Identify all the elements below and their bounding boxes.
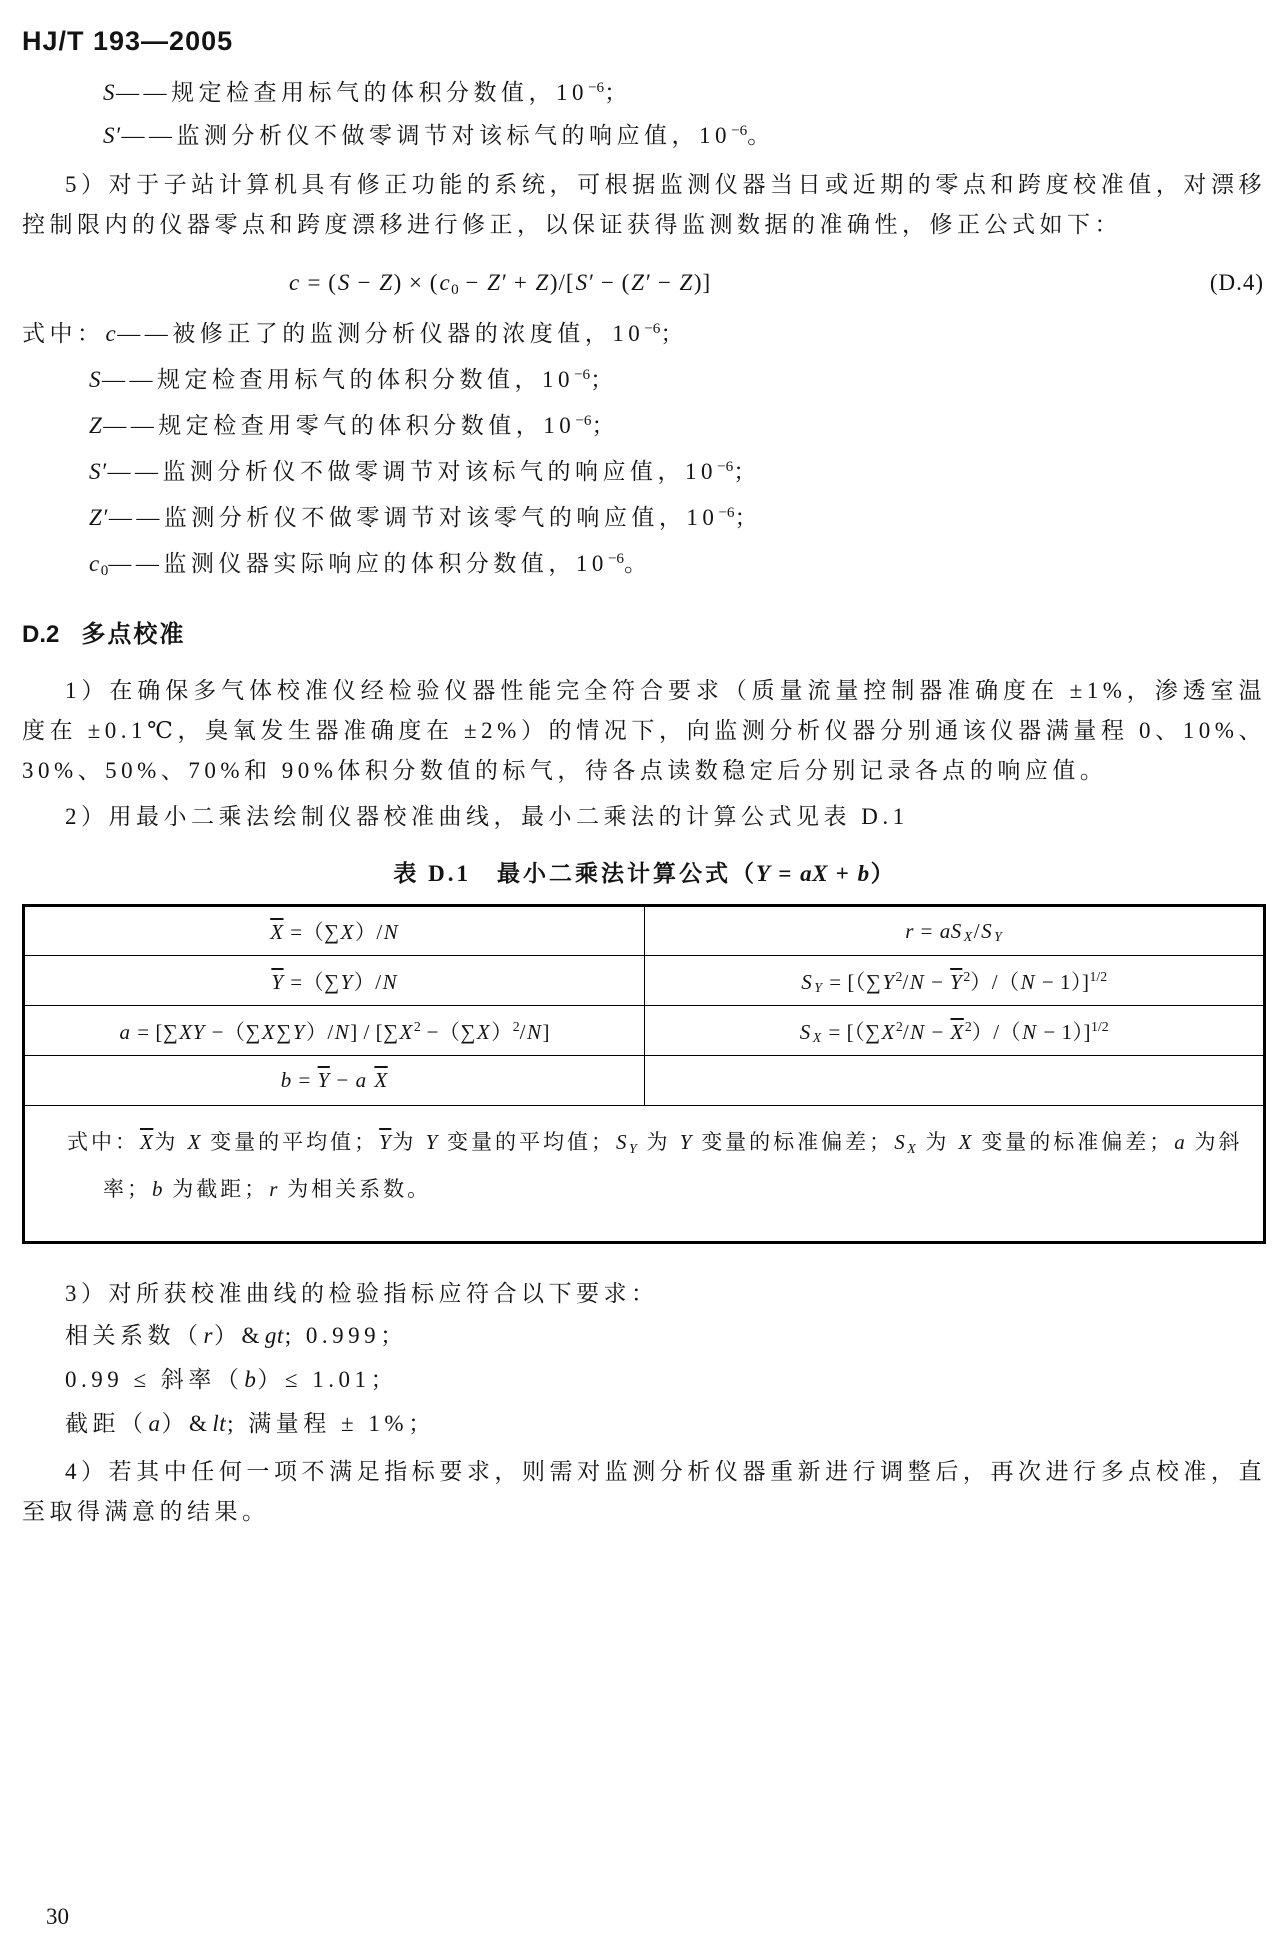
formula-d4-expression: $c = (S - Z) \times (c_0 - Z' + Z)/[S' - (Z' - Z)]$: [289, 270, 712, 299]
standard-code: HJ/T 193—2005: [22, 26, 234, 56]
table-title-prefix: 表 D.1 最小二乘法计算公式: [393, 861, 731, 886]
legend-line: Z——规定检查用零气的体积分数值，$10^{-6}$；: [89, 411, 619, 438]
table-cell-a: $a = [\sum XY -(\sum X\sum Y)/N] / [\sum X^2 -(\sum X)^2/N]$: [24, 1006, 645, 1056]
table-row: [24, 906, 1265, 956]
table-title-formula: （Y = aX + b）: [731, 861, 895, 886]
table-note: 式中：$\overline{X}$为 X 变量的平均值；$\overline{Y}$为 Y 变量的平均值；S $_Y$ 为 Y 变量的标准偏差；S $_X$ 为 X 变量的标准偏差；a 为斜率；b 为截距；r 为相关系数。: [24, 1106, 1265, 1243]
section-title: 多点校准: [81, 621, 186, 648]
section-heading-d2: [22, 614, 1266, 649]
table-d1-title: [22, 855, 1266, 888]
table-cell-xbar: $\overline{X} =(\sum X)/N$: [24, 906, 645, 956]
legend-line: S——规定检查用标气的体积分数值，$10^{-6}$；: [89, 365, 618, 392]
criterion-line: 0.99 ≤ 斜率（b）≤ 1.01；: [65, 1367, 398, 1392]
table-row: [24, 1006, 1265, 1056]
legend-label: 式中：: [22, 321, 105, 346]
table-cell-r: r = aS $_X$/S $_Y$: [644, 906, 1265, 956]
section-number: D.2: [22, 621, 60, 648]
paragraph-item-2: 2）用最小二乘法绘制仪器校准曲线，最小二乘法的计算公式见表 D.1: [65, 804, 909, 829]
table-cell-sy: S $_Y = [(\sum Y^2/N - \overline{Y}^2)/(N - 1)]^{1/2}$: [644, 956, 1265, 1006]
paragraph-item-1: 1）在确保多气体校准仪经检验仪器性能完全符合要求（质量流量控制器准确度在 ±1%，渗透室温度在 ±0.1℃，臭氧发生器准确度在 ±2%）的情况下，向监测分析仪器分别通该仪器满量程 0、10%、30%、50%、70%和 90%体积分数值的标气，待各点读数稳定后分别记录各点的响应值。: [22, 678, 1266, 783]
criterion-line: 相关系数（r）&gt; 0.999；: [65, 1323, 408, 1348]
legend-line: [22, 312, 1266, 358]
table-cell-empty: [644, 1056, 1265, 1106]
legend-line-text: c——被修正了的监测分析仪器的浓度值，$10^{-6}$；: [105, 319, 688, 346]
table-cell-ybar: $\overline{Y} =(\sum Y)/N$: [24, 956, 645, 1006]
table-row: [24, 956, 1265, 1006]
legend-line: S′——监测分析仪不做零调节对该标气的响应值，$10^{-6}$；: [89, 457, 761, 484]
formula-d4-number: (D.4): [1209, 270, 1264, 295]
definition-line: S——规定检查用标气的体积分数值，$10^{-6}$；: [103, 78, 632, 105]
legend-line: $c_0——$监测仪器实际响应的体积分数值，$10^{-6}$。: [89, 549, 652, 580]
table-cell-b: $b = \overline{Y} - a$ $\overline{X}$: [24, 1056, 645, 1106]
page-number: 30: [46, 1904, 69, 1929]
paragraph-item-4: 4）若其中任何一项不满足指标要求，则需对监测分析仪器重新进行调整后，再次进行多点校准，直至取得满意的结果。: [22, 1459, 1266, 1524]
criterion-line: 截距（a）&lt; 满量程 ± 1%；: [65, 1411, 436, 1436]
paragraph-item-3: 3）对所获校准曲线的检验指标应符合以下要求：: [65, 1281, 659, 1306]
formula-d4-row: [22, 265, 1266, 304]
paragraph-item-5: 5）对于子站计算机具有修正功能的系统，可根据监测仪器当日或近期的零点和跨度校准值，对漂移控制限内的仪器零点和跨度漂移进行修正，以保证获得监测数据的准确性，修正公式如下：: [22, 172, 1266, 237]
criteria-list: [22, 1314, 1266, 1446]
table-row: [24, 1056, 1265, 1106]
definition-line: S′——监测分析仪不做零调节对该标气的响应值，$10^{-6}$。: [103, 121, 775, 148]
legend-line: Z′——监测分析仪不做零调节对该零气的响应值，$10^{-6}$；: [89, 503, 762, 530]
formula-legend: [22, 312, 1266, 588]
least-squares-table: [22, 904, 1266, 1244]
intro-definitions: [22, 73, 1266, 159]
table-cell-sx: S $_X = [(\sum X^2/N - \overline{X}^2)/(N - 1)]^{1/2}$: [644, 1006, 1265, 1056]
table-note-row: [24, 1106, 1265, 1243]
